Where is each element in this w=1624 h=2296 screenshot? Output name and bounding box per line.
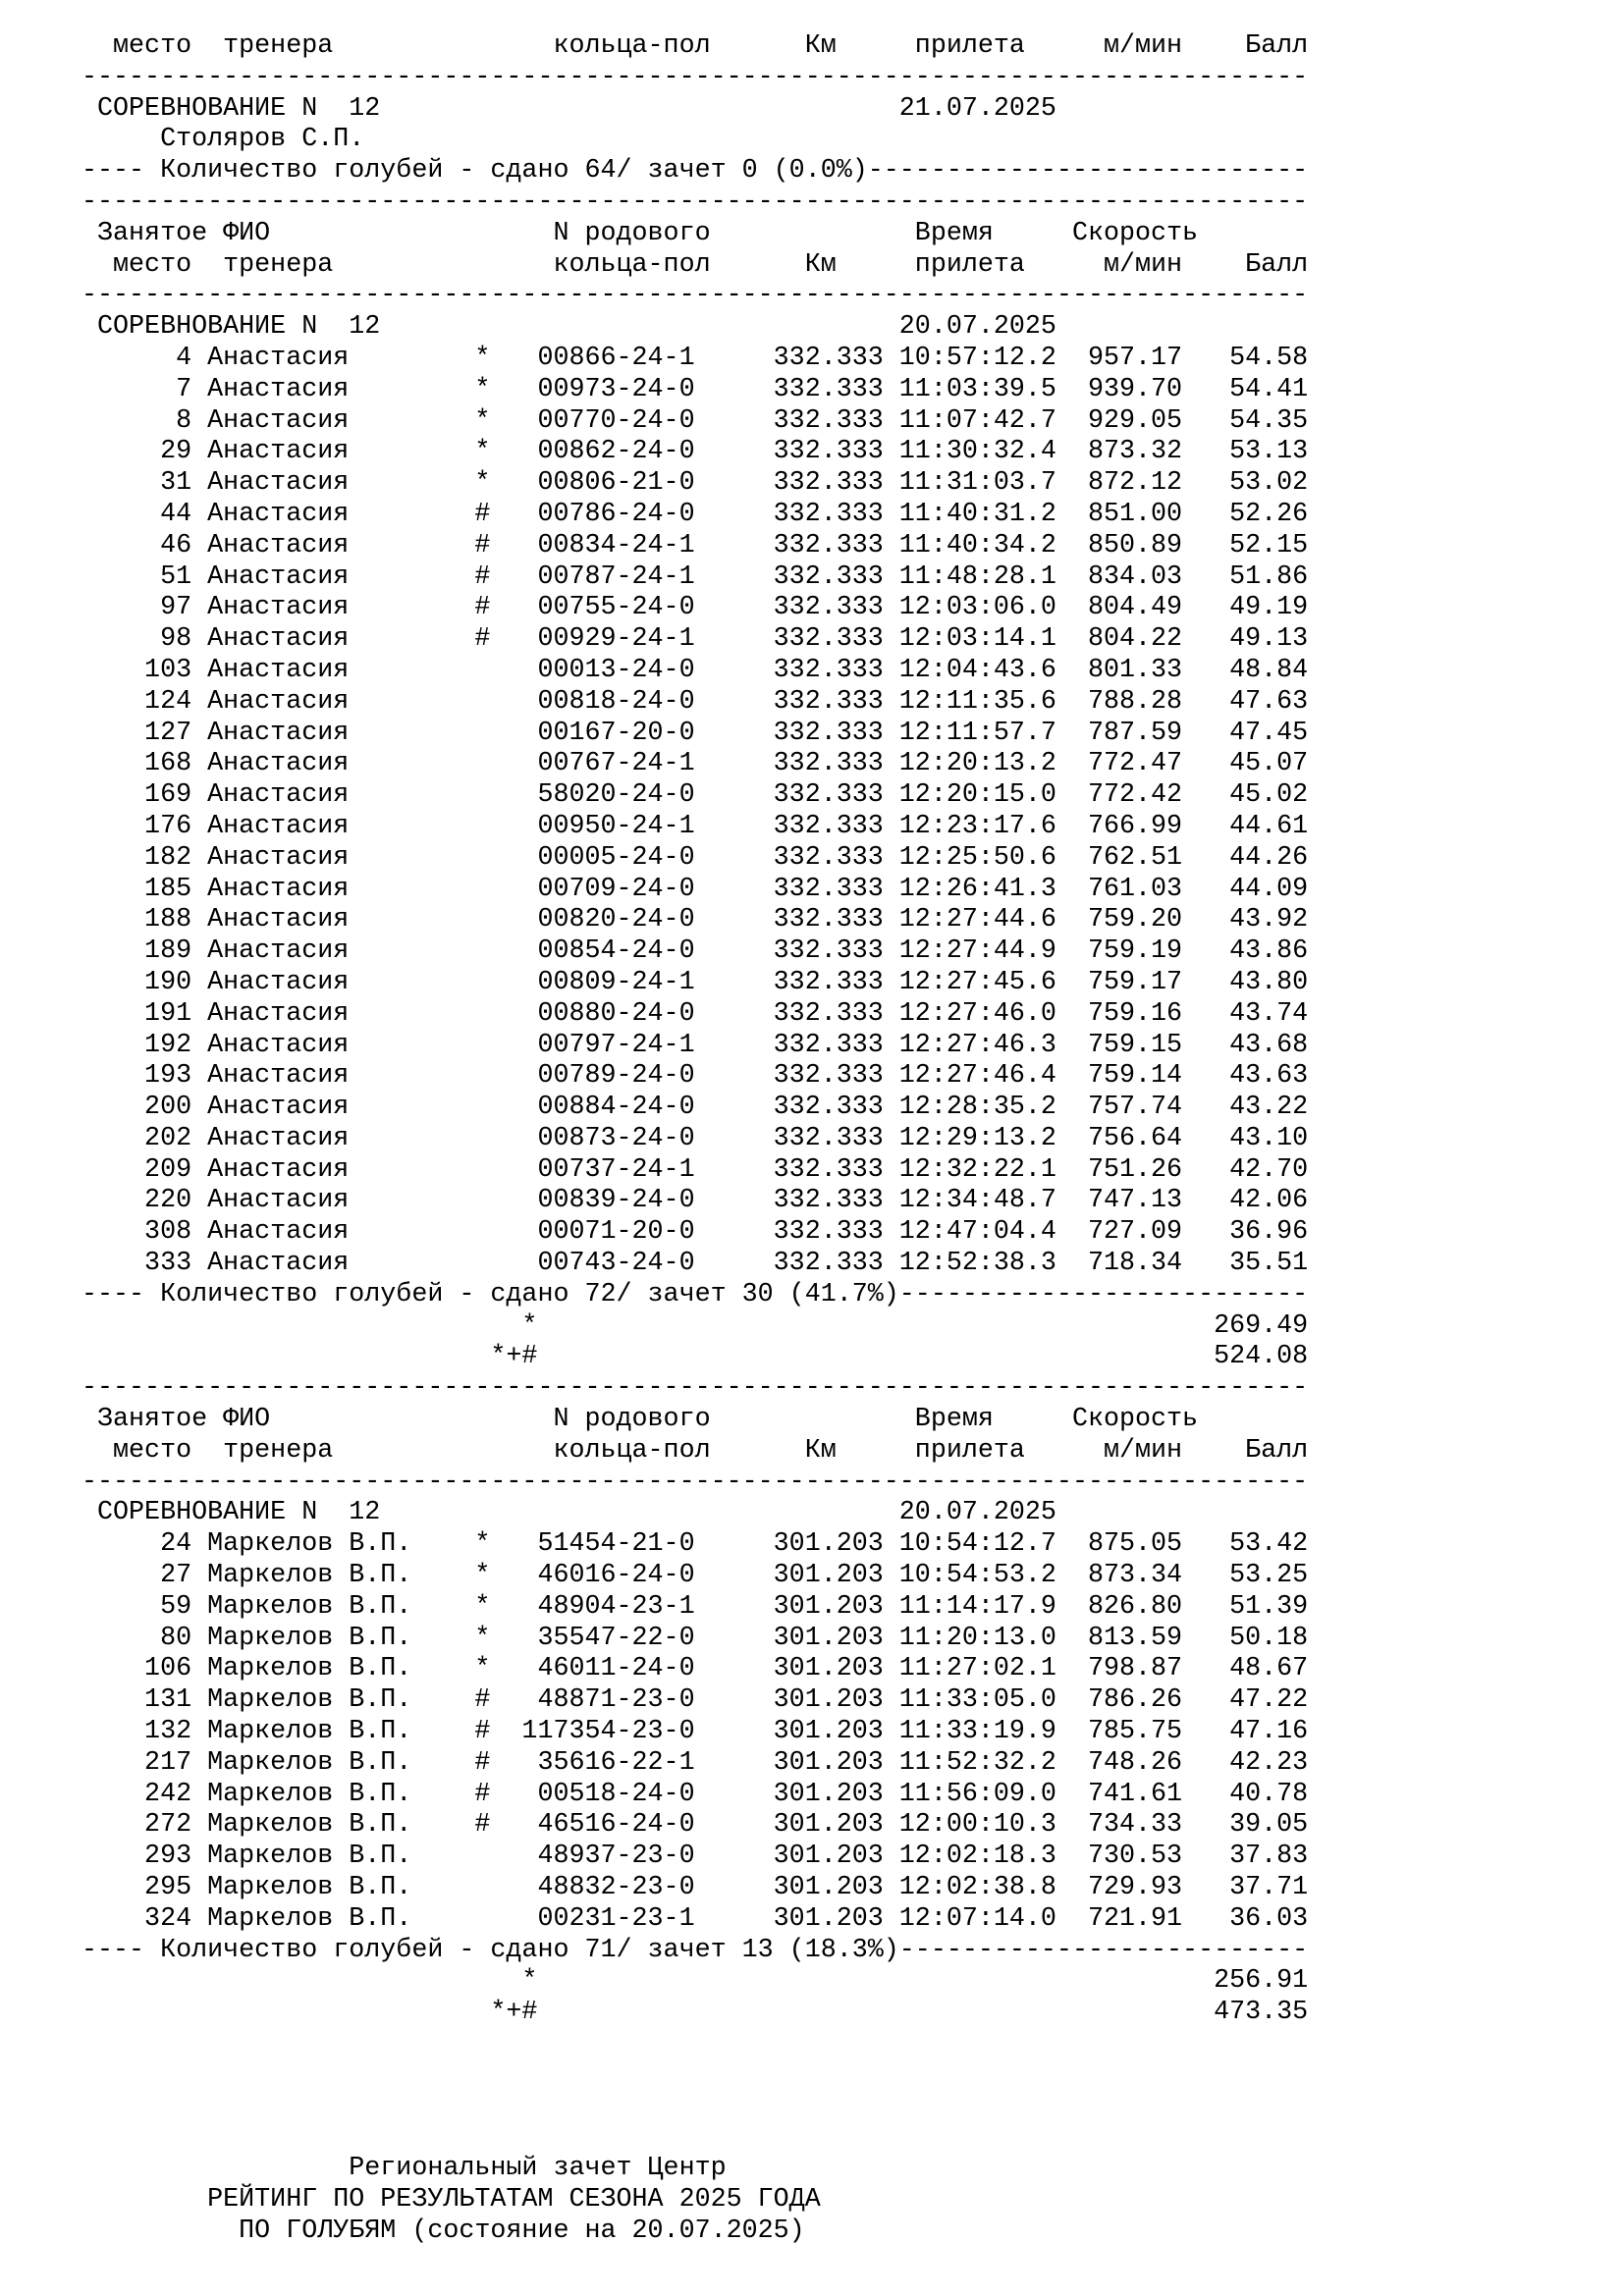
column-header-row: место тренера кольца-пол Км прилета м/мин Балл (81, 1435, 1309, 1466)
result-row: 189 Анастасия 00854-24-0 332.333 12:27:44.9 759.19 43.86 (81, 936, 1309, 967)
table-ruler: ------------------------------------------------------------------------------ (81, 281, 1309, 311)
result-row: 242 Маркелов В.П. # 00518-24-0 301.203 11:56:09.0 741.61 40.78 (81, 1779, 1309, 1809)
result-row: 192 Анастасия 00797-24-1 332.333 12:27:46.3 759.15 43.68 (81, 1030, 1309, 1060)
column-header-row: место тренера кольца-пол Км прилета м/мин Балл (81, 249, 1309, 280)
table-ruler: ------------------------------------------------------------------------------ (81, 62, 1309, 92)
result-row: 24 Маркелов В.П. * 51454-21-0 301.203 10:54:12.7 875.05 53.42 (81, 1529, 1309, 1560)
pigeon-count-summary: ---- Количество голубей - сдано 64/ зачет 0 (0.0%)---------------------------- (81, 156, 1309, 187)
result-row: 191 Анастасия 00880-24-0 332.333 12:27:46.0 759.16 43.74 (81, 998, 1309, 1029)
result-row: 182 Анастасия 00005-24-0 332.333 12:25:50.6 762.51 44.26 (81, 842, 1309, 873)
result-row: 80 Маркелов В.П. * 35547-22-0 301.203 11:20:13.0 813.59 50.18 (81, 1623, 1309, 1653)
blank-line (81, 2092, 1624, 2123)
result-row: 193 Анастасия 00789-24-0 332.333 12:27:46.4 759.14 43.63 (81, 1061, 1309, 1092)
result-row: 8 Анастасия * 00770-24-0 332.333 11:07:42.7 929.05 54.35 (81, 405, 1309, 436)
result-row: 209 Анастасия 00737-24-1 332.333 12:32:22.1 751.26 42.70 (81, 1154, 1309, 1185)
footer-line: ПО ГОЛУБЯМ (состояние на 20.07.2025) (81, 2216, 805, 2246)
result-row: 295 Маркелов В.П. 48832-23-0 301.203 12:02:38.8 729.93 37.71 (81, 1873, 1309, 1903)
result-row: 132 Маркелов В.П. # 117354-23-0 301.203 11:33:19.9 785.75 47.16 (81, 1717, 1309, 1747)
column-header-row: место тренера кольца-пол Км прилета м/мин Балл (81, 31, 1309, 61)
competition-title: СОРЕВНОВАНИЕ N 12 20.07.2025 (81, 1498, 1056, 1528)
column-header-row: Занятое ФИО N родового Время Скорость (81, 1405, 1199, 1435)
result-row: 127 Анастасия 00167-20-0 332.333 12:11:57.7 787.59 47.45 (81, 718, 1309, 748)
result-row: 98 Анастасия # 00929-24-1 332.333 12:03:14.1 804.22 49.13 (81, 624, 1309, 655)
result-row: 131 Маркелов В.П. # 48871-23-0 301.203 11:33:05.0 786.26 47.22 (81, 1685, 1309, 1716)
result-row: 324 Маркелов В.П. 00231-23-1 301.203 12:07:14.0 721.91 36.03 (81, 1903, 1309, 1934)
competition-title: СОРЕВНОВАНИЕ N 12 21.07.2025 (81, 93, 1056, 124)
result-row: 46 Анастасия # 00834-24-1 332.333 11:40:34.2 850.89 52.15 (81, 530, 1309, 561)
result-row: 44 Анастасия # 00786-24-0 332.333 11:40:31.2 851.00 52.26 (81, 499, 1309, 529)
result-row: 200 Анастасия 00884-24-0 332.333 12:28:35.2 757.74 43.22 (81, 1093, 1309, 1123)
result-row: 4 Анастасия * 00866-24-1 332.333 10:57:12.2 957.17 54.58 (81, 343, 1309, 373)
result-row: 220 Анастасия 00839-24-0 332.333 12:34:48.7 747.13 42.06 (81, 1186, 1309, 1216)
result-row: 190 Анастасия 00809-24-1 332.333 12:27:45.6 759.17 43.80 (81, 967, 1309, 997)
result-row: 31 Анастасия * 00806-21-0 332.333 11:31:03.7 872.12 53.02 (81, 468, 1309, 499)
trainer-name-line: Столяров С.П. (81, 125, 365, 155)
star-hash-total-line: *+# 473.35 (81, 1998, 1309, 2028)
result-row: 97 Анастасия # 00755-24-0 332.333 12:03:06.0 804.49 49.19 (81, 593, 1309, 623)
result-row: 7 Анастасия * 00973-24-0 332.333 11:03:39.5 939.70 54.41 (81, 374, 1309, 404)
star-total-line: * 256.91 (81, 1966, 1309, 1997)
result-row: 59 Маркелов В.П. * 48904-23-1 301.203 11:14:17.9 826.80 51.39 (81, 1591, 1309, 1622)
table-ruler: ------------------------------------------------------------------------------ (81, 1467, 1309, 1497)
result-row: 169 Анастасия 58020-24-0 332.333 12:20:15.0 772.42 45.02 (81, 780, 1309, 811)
star-hash-total-line: *+# 524.08 (81, 1342, 1309, 1372)
result-row: 51 Анастасия # 00787-24-1 332.333 11:48:28.1 834.03 51.86 (81, 561, 1309, 592)
result-row: 217 Маркелов В.П. # 35616-22-1 301.203 11:52:32.2 748.26 42.23 (81, 1747, 1309, 1778)
footer-line: РЕЙТИНГ ПО РЕЗУЛЬТАТАМ СЕЗОНА 2025 ГОДА (81, 2184, 821, 2215)
blank-line (81, 2122, 1624, 2154)
result-row: 124 Анастасия 00818-24-0 332.333 12:11:35.6 788.28 47.63 (81, 686, 1309, 717)
blank-line (81, 2029, 1624, 2060)
result-row: 308 Анастасия 00071-20-0 332.333 12:47:04.4 727.09 36.96 (81, 1217, 1309, 1248)
result-row: 293 Маркелов В.П. 48937-23-0 301.203 12:02:18.3 730.53 37.83 (81, 1842, 1309, 1872)
table-ruler: ------------------------------------------------------------------------------ (81, 187, 1309, 217)
table-ruler: ------------------------------------------------------------------------------ (81, 1373, 1309, 1404)
result-row: 188 Анастасия 00820-24-0 332.333 12:27:44.6 759.20 43.92 (81, 905, 1309, 935)
result-row: 27 Маркелов В.П. * 46016-24-0 301.203 10:54:53.2 873.34 53.25 (81, 1561, 1309, 1591)
blank-line (81, 2060, 1624, 2092)
result-row: 29 Анастасия * 00862-24-0 332.333 11:30:32.4 873.32 53.13 (81, 437, 1309, 467)
column-header-row: Занятое ФИО N родового Время Скорость (81, 218, 1199, 248)
result-row: 103 Анастасия 00013-24-0 332.333 12:04:43.6 801.33 48.84 (81, 655, 1309, 685)
result-row: 185 Анастасия 00709-24-0 332.333 12:26:41.3 761.03 44.09 (81, 874, 1309, 904)
result-row: 106 Маркелов В.П. * 46011-24-0 301.203 11:27:02.1 798.87 48.67 (81, 1654, 1309, 1684)
result-row: 272 Маркелов В.П. # 46516-24-0 301.203 12:00:10.3 734.33 39.05 (81, 1810, 1309, 1841)
result-row: 168 Анастасия 00767-24-1 332.333 12:20:13.2 772.47 45.07 (81, 749, 1309, 779)
result-row: 176 Анастасия 00950-24-1 332.333 12:23:17.6 766.99 44.61 (81, 811, 1309, 841)
result-row: 202 Анастасия 00873-24-0 332.333 12:29:13.2 756.64 43.10 (81, 1123, 1309, 1153)
competition-title: СОРЕВНОВАНИЕ N 12 20.07.2025 (81, 312, 1056, 343)
pigeon-count-summary: ---- Количество голубей - сдано 71/ зачет 13 (18.3%)-------------------------- (81, 1935, 1309, 1965)
result-row: 333 Анастасия 00743-24-0 332.333 12:52:38.3 718.34 35.51 (81, 1249, 1309, 1279)
footer-line: Региональный зачет Центр (81, 2154, 727, 2184)
star-total-line: * 269.49 (81, 1310, 1309, 1341)
pigeon-count-summary: ---- Количество голубей - сдано 72/ зачет 30 (41.7%)-------------------------- (81, 1279, 1309, 1309)
